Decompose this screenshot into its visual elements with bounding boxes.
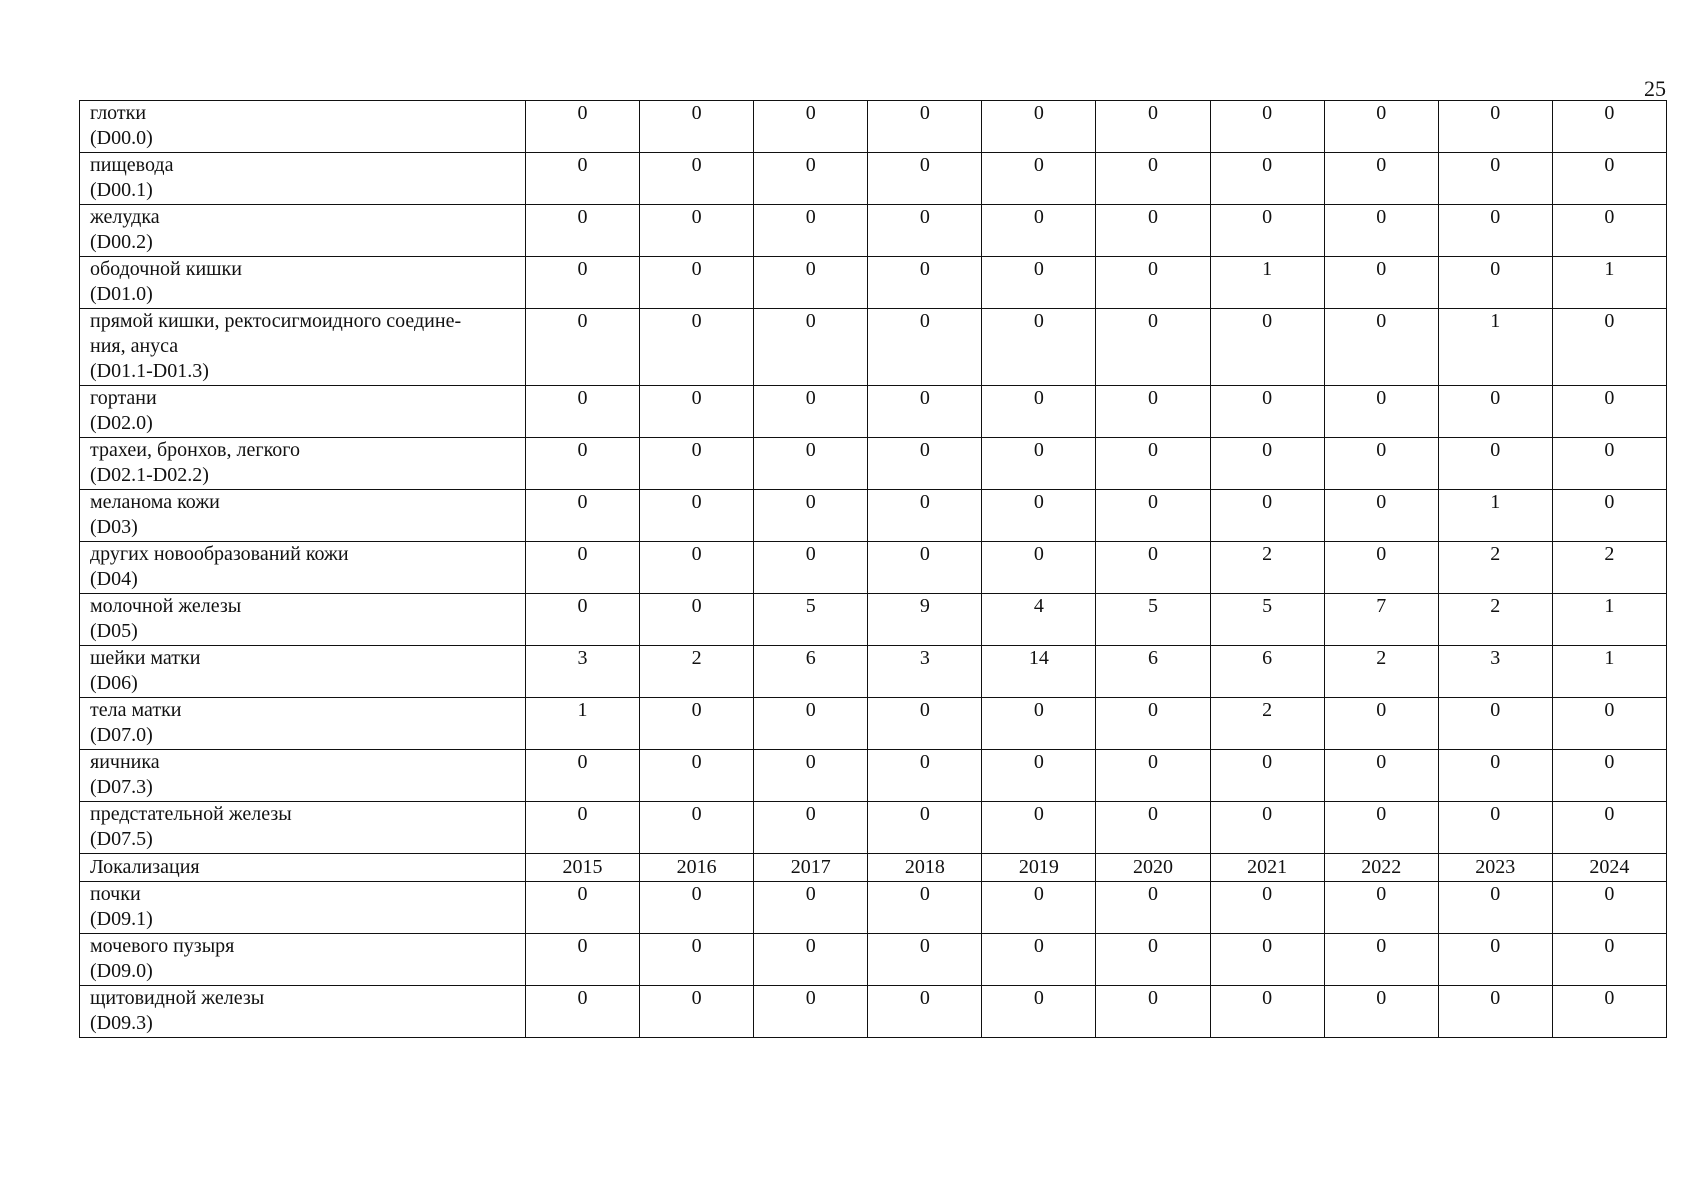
value-cell-2016: 0 <box>640 101 754 153</box>
value-cell-2020: 5 <box>1096 594 1210 646</box>
value-cell-2022: 0 <box>1324 986 1438 1038</box>
value-cell-2018: 9 <box>868 594 982 646</box>
value-cell-2023: 0 <box>1438 205 1552 257</box>
value-cell-2022: 0 <box>1324 153 1438 205</box>
value-cell-2023: 3 <box>1438 646 1552 698</box>
value-cell-2021: 0 <box>1210 438 1324 490</box>
value-cell-2024: 0 <box>1552 490 1666 542</box>
value-cell-2016: 2 <box>640 646 754 698</box>
row-label <box>80 646 526 698</box>
value-cell-2022: 0 <box>1324 750 1438 802</box>
value-cell-2017: 0 <box>754 438 868 490</box>
row-label-line: (D09.0) <box>90 960 153 982</box>
value-cell-2024: 1 <box>1552 257 1666 309</box>
row-label <box>80 986 526 1038</box>
value-cell-2017: 6 <box>754 646 868 698</box>
row-label <box>80 934 526 986</box>
value-cell-2016: 0 <box>640 986 754 1038</box>
row-label-line: (D00.0) <box>90 127 153 149</box>
value-cell-2020: 0 <box>1096 438 1210 490</box>
value-cell-2023: 0 <box>1438 438 1552 490</box>
value-cell-2018: 0 <box>868 205 982 257</box>
value-cell-2021: 0 <box>1210 986 1324 1038</box>
value-cell-2022: 0 <box>1324 698 1438 750</box>
value-cell-2023: 2 <box>1438 542 1552 594</box>
value-cell-2018: 0 <box>868 750 982 802</box>
value-cell-2017: 0 <box>754 309 868 386</box>
value-cell-2019: 0 <box>982 257 1096 309</box>
value-cell-2016: 0 <box>640 205 754 257</box>
value-cell-2024: 0 <box>1552 309 1666 386</box>
value-cell-2015: 0 <box>526 594 640 646</box>
value-cell-2023: 0 <box>1438 257 1552 309</box>
value-cell-2023: 0 <box>1438 934 1552 986</box>
table-row <box>80 750 1667 802</box>
value-cell-2020: 0 <box>1096 542 1210 594</box>
row-label-line: трахеи, бронхов, легкого <box>90 439 300 461</box>
value-cell-2022: 0 <box>1324 386 1438 438</box>
row-label <box>80 153 526 205</box>
table-row <box>80 490 1667 542</box>
year-header: 2017 <box>754 854 868 882</box>
value-cell-2017: 0 <box>754 101 868 153</box>
value-cell-2020: 0 <box>1096 802 1210 854</box>
value-cell-2020: 0 <box>1096 386 1210 438</box>
table-row <box>80 698 1667 750</box>
value-cell-2021: 0 <box>1210 386 1324 438</box>
value-cell-2019: 14 <box>982 646 1096 698</box>
row-label-line: прямой кишки, ректосигмоидного соедине- <box>90 310 462 332</box>
row-label <box>80 698 526 750</box>
value-cell-2019: 0 <box>982 934 1096 986</box>
value-cell-2020: 0 <box>1096 153 1210 205</box>
year-header: 2016 <box>640 854 754 882</box>
incidence-table <box>79 100 1667 1038</box>
row-label <box>80 490 526 542</box>
value-cell-2015: 0 <box>526 101 640 153</box>
row-label-line: (D07.0) <box>90 724 153 746</box>
value-cell-2018: 0 <box>868 438 982 490</box>
value-cell-2015: 0 <box>526 257 640 309</box>
value-cell-2020: 0 <box>1096 205 1210 257</box>
value-cell-2016: 0 <box>640 490 754 542</box>
value-cell-2018: 0 <box>868 882 982 934</box>
value-cell-2016: 0 <box>640 309 754 386</box>
value-cell-2024: 0 <box>1552 205 1666 257</box>
table-row <box>80 934 1667 986</box>
value-cell-2021: 0 <box>1210 802 1324 854</box>
value-cell-2023: 0 <box>1438 101 1552 153</box>
value-cell-2019: 0 <box>982 101 1096 153</box>
value-cell-2018: 0 <box>868 309 982 386</box>
year-header: 2023 <box>1438 854 1552 882</box>
value-cell-2018: 0 <box>868 986 982 1038</box>
header-label: Локализация <box>80 854 526 882</box>
value-cell-2019: 0 <box>982 438 1096 490</box>
value-cell-2016: 0 <box>640 698 754 750</box>
value-cell-2023: 1 <box>1438 490 1552 542</box>
value-cell-2018: 0 <box>868 698 982 750</box>
row-label-line: шейки матки <box>90 647 201 669</box>
value-cell-2016: 0 <box>640 802 754 854</box>
value-cell-2024: 0 <box>1552 386 1666 438</box>
row-label <box>80 750 526 802</box>
row-label <box>80 594 526 646</box>
value-cell-2019: 0 <box>982 386 1096 438</box>
row-label-line: глотки <box>90 102 147 124</box>
value-cell-2023: 0 <box>1438 698 1552 750</box>
row-label-line: (D04) <box>90 568 138 590</box>
table-row <box>80 882 1667 934</box>
value-cell-2015: 0 <box>526 986 640 1038</box>
value-cell-2022: 0 <box>1324 205 1438 257</box>
value-cell-2017: 0 <box>754 153 868 205</box>
row-label-line: яичника <box>90 751 160 773</box>
value-cell-2023: 0 <box>1438 802 1552 854</box>
year-header: 2021 <box>1210 854 1324 882</box>
row-label-line: (D09.3) <box>90 1012 153 1034</box>
value-cell-2017: 5 <box>754 594 868 646</box>
table-row <box>80 802 1667 854</box>
value-cell-2016: 0 <box>640 934 754 986</box>
row-label-line: (D00.2) <box>90 231 153 253</box>
value-cell-2019: 0 <box>982 802 1096 854</box>
value-cell-2015: 0 <box>526 882 640 934</box>
value-cell-2021: 6 <box>1210 646 1324 698</box>
row-label <box>80 205 526 257</box>
row-label-line: (D06) <box>90 672 138 694</box>
value-cell-2015: 0 <box>526 542 640 594</box>
row-label-line: (D05) <box>90 620 138 642</box>
row-label-line: почки <box>90 883 141 905</box>
year-header: 2015 <box>526 854 640 882</box>
value-cell-2015: 3 <box>526 646 640 698</box>
value-cell-2017: 0 <box>754 542 868 594</box>
value-cell-2021: 0 <box>1210 934 1324 986</box>
value-cell-2015: 0 <box>526 438 640 490</box>
value-cell-2021: 1 <box>1210 257 1324 309</box>
row-label <box>80 309 526 386</box>
value-cell-2022: 7 <box>1324 594 1438 646</box>
table-row <box>80 986 1667 1038</box>
value-cell-2021: 0 <box>1210 750 1324 802</box>
value-cell-2020: 0 <box>1096 309 1210 386</box>
row-label-line: меланома кожи <box>90 491 220 513</box>
value-cell-2019: 0 <box>982 309 1096 386</box>
value-cell-2024: 1 <box>1552 594 1666 646</box>
row-label <box>80 257 526 309</box>
table-row <box>80 309 1667 386</box>
row-label-line: молочной железы <box>90 595 242 617</box>
value-cell-2019: 0 <box>982 153 1096 205</box>
value-cell-2017: 0 <box>754 698 868 750</box>
value-cell-2016: 0 <box>640 542 754 594</box>
value-cell-2015: 0 <box>526 802 640 854</box>
value-cell-2022: 0 <box>1324 882 1438 934</box>
value-cell-2015: 0 <box>526 934 640 986</box>
table-row <box>80 205 1667 257</box>
row-label <box>80 386 526 438</box>
value-cell-2019: 0 <box>982 698 1096 750</box>
value-cell-2017: 0 <box>754 882 868 934</box>
value-cell-2021: 5 <box>1210 594 1324 646</box>
value-cell-2021: 0 <box>1210 882 1324 934</box>
value-cell-2024: 0 <box>1552 438 1666 490</box>
value-cell-2020: 0 <box>1096 934 1210 986</box>
value-cell-2020: 0 <box>1096 490 1210 542</box>
value-cell-2022: 0 <box>1324 802 1438 854</box>
value-cell-2018: 0 <box>868 802 982 854</box>
value-cell-2024: 0 <box>1552 750 1666 802</box>
row-label-line: (D03) <box>90 516 138 538</box>
value-cell-2023: 2 <box>1438 594 1552 646</box>
value-cell-2022: 0 <box>1324 934 1438 986</box>
value-cell-2021: 0 <box>1210 101 1324 153</box>
value-cell-2017: 0 <box>754 802 868 854</box>
value-cell-2024: 0 <box>1552 153 1666 205</box>
value-cell-2018: 0 <box>868 257 982 309</box>
value-cell-2024: 0 <box>1552 698 1666 750</box>
value-cell-2024: 0 <box>1552 934 1666 986</box>
value-cell-2017: 0 <box>754 750 868 802</box>
value-cell-2020: 0 <box>1096 101 1210 153</box>
value-cell-2018: 0 <box>868 153 982 205</box>
row-label-line: щитовидной железы <box>90 987 265 1009</box>
value-cell-2015: 0 <box>526 386 640 438</box>
value-cell-2023: 0 <box>1438 386 1552 438</box>
value-cell-2015: 0 <box>526 153 640 205</box>
row-label-line: мочевого пузыря <box>90 935 235 957</box>
value-cell-2018: 0 <box>868 386 982 438</box>
row-label-line: (D02.0) <box>90 412 153 434</box>
value-cell-2024: 2 <box>1552 542 1666 594</box>
row-label-line: (D01.0) <box>90 283 153 305</box>
row-label-line: гортани <box>90 387 157 409</box>
value-cell-2018: 0 <box>868 542 982 594</box>
value-cell-2022: 2 <box>1324 646 1438 698</box>
value-cell-2019: 0 <box>982 882 1096 934</box>
row-label <box>80 101 526 153</box>
value-cell-2015: 0 <box>526 750 640 802</box>
value-cell-2018: 0 <box>868 934 982 986</box>
row-label-line: (D02.1-D02.2) <box>90 464 209 486</box>
value-cell-2018: 0 <box>868 101 982 153</box>
row-label <box>80 802 526 854</box>
value-cell-2018: 0 <box>868 490 982 542</box>
value-cell-2016: 0 <box>640 386 754 438</box>
value-cell-2019: 0 <box>982 986 1096 1038</box>
table-row <box>80 438 1667 490</box>
value-cell-2019: 0 <box>982 205 1096 257</box>
value-cell-2022: 0 <box>1324 542 1438 594</box>
year-header: 2018 <box>868 854 982 882</box>
value-cell-2023: 0 <box>1438 986 1552 1038</box>
table-row <box>80 101 1667 153</box>
value-cell-2015: 1 <box>526 698 640 750</box>
table-row <box>80 386 1667 438</box>
row-label-line: ния, ануса <box>90 335 179 357</box>
table-row <box>80 542 1667 594</box>
value-cell-2017: 0 <box>754 205 868 257</box>
value-cell-2016: 0 <box>640 882 754 934</box>
table-row <box>80 646 1667 698</box>
value-cell-2022: 0 <box>1324 438 1438 490</box>
row-label-line: желудка <box>90 206 160 228</box>
row-label <box>80 882 526 934</box>
value-cell-2020: 6 <box>1096 646 1210 698</box>
table-row <box>80 257 1667 309</box>
year-header: 2024 <box>1552 854 1666 882</box>
value-cell-2021: 2 <box>1210 542 1324 594</box>
year-header: 2020 <box>1096 854 1210 882</box>
row-label <box>80 438 526 490</box>
value-cell-2019: 4 <box>982 594 1096 646</box>
year-header: 2019 <box>982 854 1096 882</box>
value-cell-2019: 0 <box>982 542 1096 594</box>
value-cell-2020: 0 <box>1096 986 1210 1038</box>
value-cell-2024: 0 <box>1552 101 1666 153</box>
value-cell-2021: 0 <box>1210 205 1324 257</box>
value-cell-2022: 0 <box>1324 257 1438 309</box>
value-cell-2024: 0 <box>1552 882 1666 934</box>
table-row <box>80 594 1667 646</box>
value-cell-2016: 0 <box>640 750 754 802</box>
value-cell-2015: 0 <box>526 309 640 386</box>
page-number: 25 <box>1644 76 1666 101</box>
row-label-line: (D07.5) <box>90 828 153 850</box>
value-cell-2015: 0 <box>526 490 640 542</box>
row-label-line: ободочной кишки <box>90 258 242 280</box>
value-cell-2023: 1 <box>1438 309 1552 386</box>
value-cell-2021: 0 <box>1210 490 1324 542</box>
header-row <box>80 854 1667 882</box>
value-cell-2024: 0 <box>1552 802 1666 854</box>
row-label-line: (D09.1) <box>90 908 153 930</box>
value-cell-2023: 0 <box>1438 750 1552 802</box>
value-cell-2018: 3 <box>868 646 982 698</box>
table-row <box>80 153 1667 205</box>
value-cell-2020: 0 <box>1096 698 1210 750</box>
value-cell-2017: 0 <box>754 934 868 986</box>
value-cell-2021: 0 <box>1210 309 1324 386</box>
row-label-line: пищевода <box>90 154 174 176</box>
value-cell-2019: 0 <box>982 490 1096 542</box>
year-header: 2022 <box>1324 854 1438 882</box>
value-cell-2022: 0 <box>1324 309 1438 386</box>
value-cell-2022: 0 <box>1324 101 1438 153</box>
value-cell-2020: 0 <box>1096 882 1210 934</box>
row-label-line: других новообразований кожи <box>90 543 349 565</box>
value-cell-2017: 0 <box>754 986 868 1038</box>
value-cell-2015: 0 <box>526 205 640 257</box>
row-label <box>80 542 526 594</box>
value-cell-2016: 0 <box>640 257 754 309</box>
value-cell-2017: 0 <box>754 386 868 438</box>
value-cell-2016: 0 <box>640 153 754 205</box>
row-label-line: (D01.1-D01.3) <box>90 360 209 382</box>
value-cell-2020: 0 <box>1096 257 1210 309</box>
value-cell-2020: 0 <box>1096 750 1210 802</box>
row-label-line: тела матки <box>90 699 182 721</box>
value-cell-2017: 0 <box>754 257 868 309</box>
value-cell-2017: 0 <box>754 490 868 542</box>
value-cell-2021: 2 <box>1210 698 1324 750</box>
value-cell-2023: 0 <box>1438 882 1552 934</box>
value-cell-2019: 0 <box>982 750 1096 802</box>
value-cell-2021: 0 <box>1210 153 1324 205</box>
value-cell-2022: 0 <box>1324 490 1438 542</box>
value-cell-2023: 0 <box>1438 153 1552 205</box>
value-cell-2016: 0 <box>640 438 754 490</box>
value-cell-2016: 0 <box>640 594 754 646</box>
row-label-line: (D07.3) <box>90 776 153 798</box>
row-label-line: (D00.1) <box>90 179 153 201</box>
row-label-line: предстательной железы <box>90 803 292 825</box>
value-cell-2024: 0 <box>1552 986 1666 1038</box>
value-cell-2024: 1 <box>1552 646 1666 698</box>
